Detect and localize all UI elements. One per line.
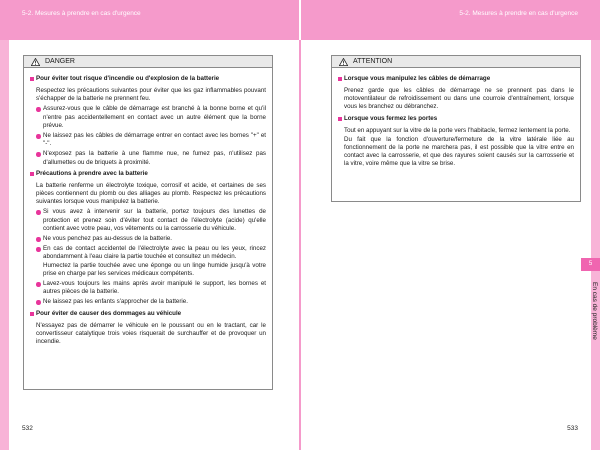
- heading-square-icon: [30, 172, 34, 176]
- bullet-dot-icon: [36, 152, 41, 157]
- danger-title: DANGER: [45, 58, 75, 65]
- danger-battery-bullet-2: Ne vous penchez pas au-dessus de la batterie.: [36, 235, 266, 243]
- bullet-dot-icon: [36, 282, 41, 287]
- warning-triangle-icon: [339, 58, 348, 66]
- left-margin-strip: [0, 40, 9, 450]
- bullet-dot-icon: [36, 300, 41, 305]
- danger-title-bar: [24, 56, 272, 68]
- danger-fire-bullet-1: Assurez-vous que le câble de démarrage est branché à la bonne borne et qu'il n'entre pas accidentellement en contact avec un autre élément que la borne prévue.: [36, 105, 266, 130]
- page-number-right: 533: [567, 425, 578, 432]
- bullet-dot-icon: [36, 107, 41, 112]
- bullet-dot-icon: [36, 237, 41, 242]
- attention-cables-text: Prenez garde que les câbles de démarrage ne se prennent pas dans le motoventilateur de refroidissement ou dans une courroie d'entraînement, lorsque vous les branchez ou débranchez.: [344, 87, 574, 111]
- header-left-title: 5-2. Mesures à prendre en cas d'urgence: [22, 10, 141, 17]
- bullet-dot-icon: [36, 134, 41, 139]
- attention-heading-doors: Lorsque vous fermez les portes: [338, 115, 574, 123]
- danger-battery-intro: La batterie renferme un électrolyte toxique, corrosif et acide, et certaines de ses pièces contiennent du plomb ou des alliages au plomb. Respectez les précautions suivantes lorsque vous manipulez la batterie.: [36, 181, 266, 206]
- attention-heading-cables: Lorsque vous manipulez les câbles de démarrage: [338, 75, 574, 83]
- danger-battery-bullet-3-extra: Humectez la partie touchée avec une éponge ou un linge humide jusqu'à votre prise en charge par les services médicaux compétents.: [43, 261, 266, 277]
- heading-square-icon: [338, 117, 342, 121]
- attention-title-bar: [332, 56, 580, 68]
- page-number-left: 532: [22, 425, 33, 432]
- danger-battery-bullet-4: Lavez-vous toujours les mains après avoir manipulé le support, les bornes et autres pièces de la batterie.: [36, 280, 266, 296]
- danger-heading-vehicle: Pour éviter de causer des dommages au véhicule: [30, 310, 266, 318]
- right-margin-strip: [591, 40, 600, 450]
- danger-battery-bullet-5: Ne laissez pas les enfants s'approcher de la batterie.: [36, 298, 266, 306]
- heading-square-icon: [30, 77, 34, 81]
- danger-heading-fire: Pour éviter tout risque d'incendie ou d'explosion de la batterie: [30, 75, 266, 83]
- danger-vehicle-intro: N'essayez pas de démarrer le véhicule en le poussant ou en le tractant, car le convertisseur catalytique trois voies risquerait de surchauffer et de provoquer un incendie.: [36, 321, 266, 346]
- danger-battery-bullet-3: En cas de contact accidentel de l'électrolyte avec la peau ou les yeux, rincez abondamment à l'eau claire la partie touchée et consultez un médecin. Humectez la partie touchée avec une éponge ou un linge humide jusqu'à votre prise en charge par les services médicaux compétents.: [36, 245, 266, 278]
- header-right-title: 5-2. Mesures à prendre en cas d'urgence: [459, 10, 578, 17]
- danger-fire-intro: Respectez les précautions suivantes pour éviter que les gaz inflammables pouvant s'échapper de la batterie ne prennent feu.: [36, 87, 266, 103]
- danger-fire-bullet-3: N'exposez pas la batterie à une flamme nue, ne fumez pas, n'utilisez pas d'allumettes ou de briquets à proximité.: [36, 150, 266, 166]
- danger-heading-battery: Précautions à prendre avec la batterie: [30, 170, 266, 178]
- danger-box: [23, 55, 273, 390]
- attention-title: ATTENTION: [353, 58, 393, 65]
- warning-triangle-icon: [31, 58, 40, 66]
- attention-doors-text-2: Du fait que la fonction d'ouverture/fermeture de la vitre latérale liée au fonctionnement de la porte ne marchera pas, il est possible que la vitre entre en contact avec la carrosserie, et que des rayures soient causés sur la carrosserie et la vitre, voire même que la vitre se brise.: [344, 135, 574, 168]
- header-divider: [299, 0, 301, 40]
- danger-fire-bullet-2: Ne laissez pas les câbles de démarrage entrer en contact avec les bornes "+" et "-".: [36, 132, 266, 148]
- heading-square-icon: [338, 77, 342, 81]
- attention-doors-text-1: Tout en appuyant sur la vitre de la porte vers l'habitacle, fermez lentement la porte.: [344, 126, 571, 134]
- attention-box: [331, 55, 581, 202]
- heading-square-icon: [30, 312, 34, 316]
- bullet-dot-icon: [36, 247, 41, 252]
- chapter-label: En cas de problème: [591, 282, 598, 340]
- bullet-dot-icon: [36, 210, 41, 215]
- chapter-number: 5: [588, 261, 593, 267]
- danger-battery-bullet-1: Si vous avez à intervenir sur la batterie, portez toujours des lunettes de protection et prenez soin d'éviter tout contact de l'électrolyte (acide) qu'elle contient avec votre peau, vos vêtements ou la carrosserie du véhicule.: [36, 208, 266, 233]
- page-gutter: [299, 40, 301, 450]
